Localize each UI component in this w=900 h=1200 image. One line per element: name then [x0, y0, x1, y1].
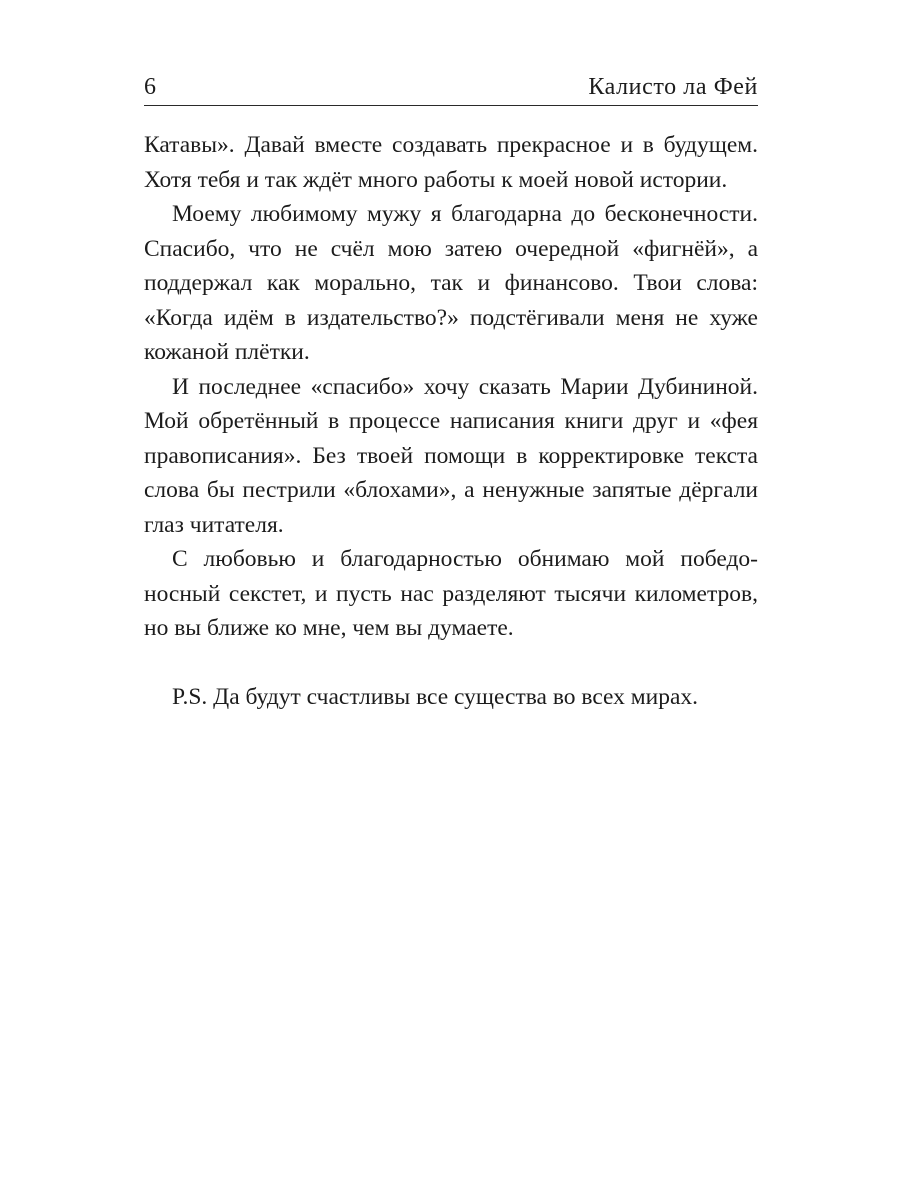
paragraph-maria: И последнее «спасибо» хочу сказать Марии Дубининой. Мой обретённый в процессе написания книги друг и «фея правописания». Без твоей помощи в корректировке текста слова бы пестрили «блохами», а ненужные запятые дёргали глаз читателя. [144, 373, 758, 538]
page-number: 6 [144, 74, 157, 100]
postscript: P.S. Да будут счастливы все существа во всех мирах. [172, 683, 699, 710]
running-title: Калисто ла Фей [588, 74, 758, 100]
header-rule [144, 105, 758, 106]
running-head [144, 66, 758, 102]
body-text [144, 128, 758, 714]
paragraph-sextet: С любовью и благодарностью обнимаю мой победоносный секстет, и пусть нас разделяют тысячи километров, но вы ближе ко мне, чем вы думаете. [144, 546, 758, 641]
paragraph-continuation: Катавы». Давай вместе создавать прекрасное и в будущем. Хотя тебя и так ждёт много работы к моей новой истории. [144, 132, 758, 193]
paragraph-husband: Моему любимому мужу я благодарна до бесконечности. Спасибо, что не счёл мою затею очередной «фигнёй», а поддержал как морально, так и финансово. Твои слова: «Когда идём в издательство?» подстёгивали меня не хуже кожаной плётки. [144, 201, 758, 365]
